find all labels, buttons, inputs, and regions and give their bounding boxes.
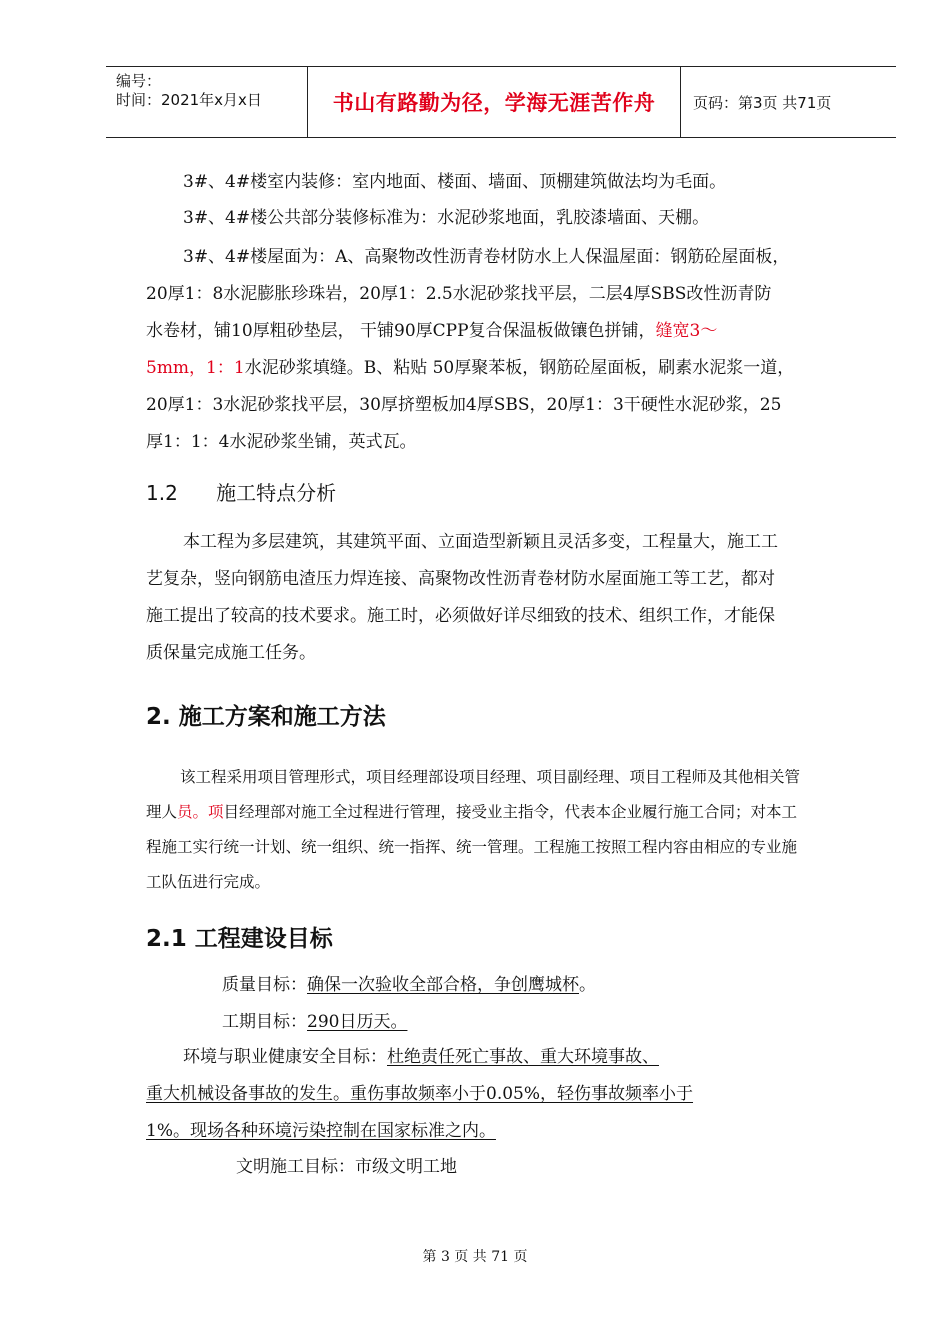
text-line: 艺复杂，竖向钢筋电渣压力焊连接、高聚物改性沥青卷材防水屋面施工等工艺，都对 (146, 569, 775, 589)
quality-goal-value: 确保一次验收全部合格，争创鹰城杯 (307, 975, 579, 995)
text-line: 质保量完成施工任务。 (146, 643, 316, 663)
safety-goal-value: 杜绝责任死亡事故、重大环境事故、 (387, 1047, 659, 1067)
text-line: 厚1：1：4水泥砂浆坐铺，英式瓦。 (146, 432, 417, 452)
section-heading-2: 2. 施工方案和施工方法 (146, 704, 386, 730)
header-page-number: 页码：第3页 共71页 (693, 93, 832, 112)
paragraph-public-finish: 3#、4#楼公共部分装修标准为：水泥砂浆地面，乳胶漆墙面、天棚。 (183, 208, 710, 228)
text-line (146, 800, 797, 822)
paragraph-interior-finish: 3#、4#楼室内装修：室内地面、楼面、墙面、顶棚建筑做法均为毛面。 (183, 172, 727, 192)
safety-goal-line: 1%。现场各种环境污染控制在国家标准之内。 (146, 1121, 496, 1141)
text-segment: 目经理部对施工全过程进行管理，接受业主指令，代表本企业履行施工合同；对本工 (223, 803, 798, 821)
safety-goal-label: 环境与职业健康安全目标： (183, 1047, 387, 1067)
quality-goal-label: 质量目标： (222, 975, 307, 995)
page-footer: 第 3 页 共 71 页 (422, 1249, 528, 1265)
civilized-construction-goal: 文明施工目标：市级文明工地 (236, 1157, 457, 1177)
document-number-label: 编号： (116, 72, 162, 90)
schedule-goal-value: 290日历天。 (307, 1012, 408, 1032)
quality-goal (222, 975, 596, 995)
text-line: 20厚1：8水泥膨胀珍珠岩，20厚1：2.5水泥砂浆找平层，二层4厚SBS改性沥青防 (146, 284, 772, 304)
safety-goal-line (183, 1047, 659, 1067)
text-line: 程施工实行统一计划、统一组织、统一指挥、统一管理。工程施工按照工程内容由相应的专业施 (146, 838, 798, 856)
header-meta (106, 67, 308, 137)
section-heading-2-1: 2.1 工程建设目标 (146, 926, 333, 952)
document-date: 时间：2021年x月x日 (116, 91, 262, 109)
highlight-text: 缝宽3～ (655, 321, 718, 341)
schedule-goal-label: 工期目标： (222, 1012, 307, 1032)
text-segment: 。 (579, 975, 596, 995)
safety-goal-line: 重大机械设备事故的发生。重伤事故频率小于0.05%，轻伤事故频率小于 (146, 1084, 694, 1104)
text-segment: 理人 (146, 803, 178, 821)
text-line (146, 316, 717, 341)
text-line: 施工提出了较高的技术要求。施工时，必须做好详尽细致的技术、组织工作，才能保 (146, 606, 775, 626)
section-title: 施工特点分析 (216, 481, 337, 505)
text-segment: 水泥砂浆填缝。B、粘贴 50厚聚苯板，钢筋砼屋面板，刷素水泥浆一道， (244, 358, 795, 378)
text-line: 本工程为多层建筑，其建筑平面、立面造型新颖且灵活多变，工程量大，施工工 (183, 532, 778, 552)
highlight-text: 5mm，1：1 (146, 358, 245, 378)
text-segment: 水卷材，铺10厚粗砂垫层， 干铺90厚CPP复合保温板做镶色拼铺， (146, 321, 656, 341)
text-line (146, 353, 794, 378)
highlight-text: 员。项 (177, 803, 224, 821)
text-line: 20厚1：3水泥砂浆找平层，30厚挤塑板加4厚SBS，20厚1：3干硬性水泥砂浆，25 (146, 395, 782, 415)
header-motto: 书山有路勤为径，学海无涯苦作舟 (308, 67, 681, 137)
page-header (106, 66, 896, 138)
section-number: 1.2 (146, 481, 178, 505)
section-heading-1-2 (146, 477, 336, 506)
text-line: 工队伍进行完成。 (146, 873, 271, 891)
schedule-goal (222, 1012, 407, 1032)
text-line: 3#、4#楼屋面为：A、高聚物改性沥青卷材防水上人保温屋面：钢筋砼屋面板， (183, 247, 790, 267)
text-line: 该工程采用项目管理形式，项目经理部设项目经理、项目副经理、项目工程师及其他相关管 (180, 768, 801, 786)
